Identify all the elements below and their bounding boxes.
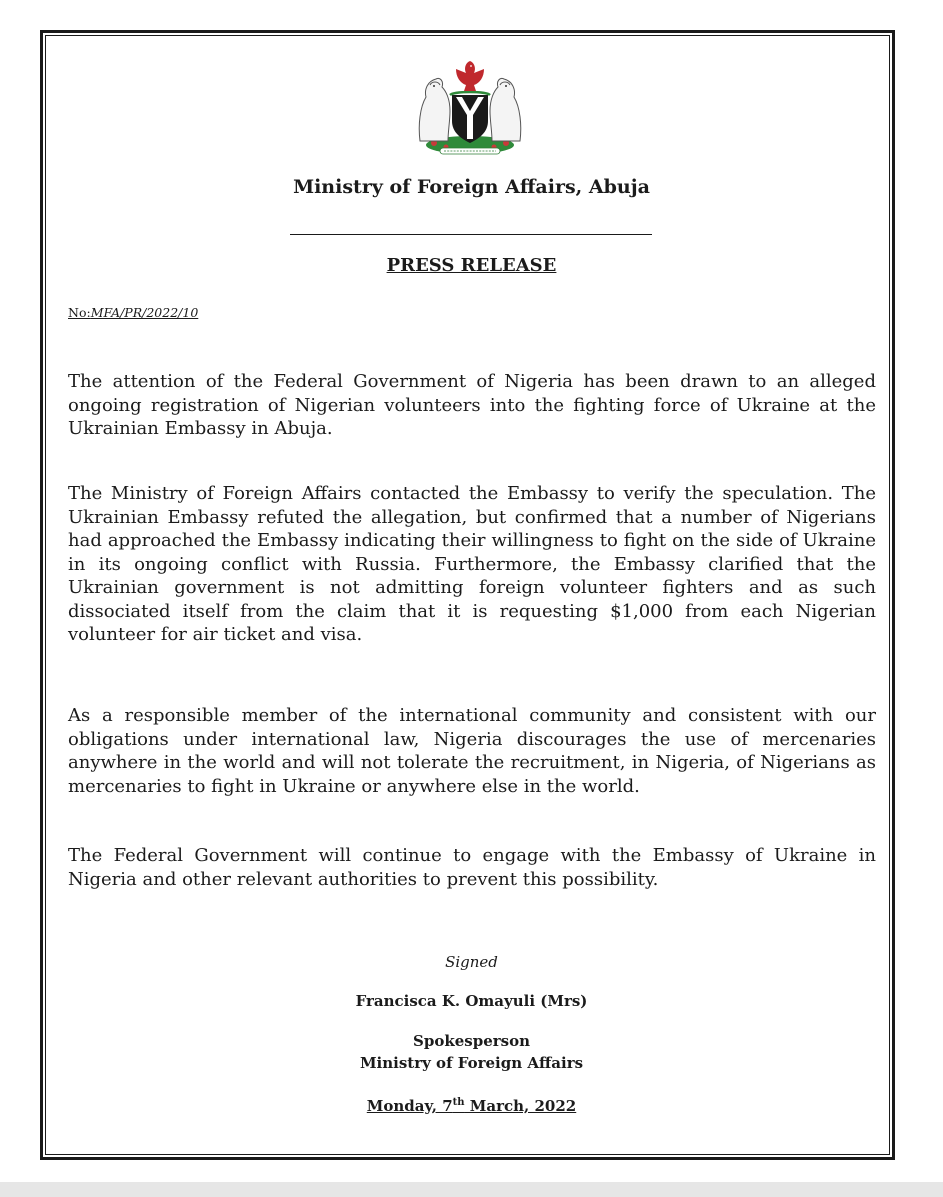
press-release-title: PRESS RELEASE [386,255,557,276]
eagle [456,61,484,91]
signer-name: Francisca K. Omayuli (Mrs) [355,992,588,1010]
release-date-prefix: Monday, 7 [366,1097,453,1115]
reference-value: MFA/PR/2022/10 [90,305,199,320]
page-bottom-strip [0,1182,943,1197]
right-horse [490,78,521,141]
coat-of-arms-icon [410,55,530,160]
body-paragraph-1: The attention of the Federal Government of Nigeria has been drawn to an alleged ongoing registration of Nigerian volunteers into the fighting force of Ukraine at the Ukrainian Embassy in Abuja. [68,371,876,439]
reference-number [68,305,198,320]
signed-label: Signed [445,953,498,971]
reference-label: No: [68,305,91,320]
ministry-heading: Ministry of Foreign Affairs, Abuja [293,176,650,198]
heading-rule [290,234,652,235]
release-date-ordinal: th [452,1097,465,1108]
body-paragraph-4: The Federal Government will continue to engage with the Embassy of Ukraine in Nigeria and other relevant authorities to prevent this possibility. [68,845,876,890]
release-date-rest: March, 2022 [464,1097,577,1115]
release-date [0,1097,943,1115]
signer-ministry: Ministry of Foreign Affairs [359,1054,584,1072]
signer-title: Spokesperson [413,1032,530,1050]
body-paragraph-2: The Ministry of Foreign Affairs contacted the Embassy to verify the speculation. The Ukrainian Embassy refuted the allegation, but confirmed that a number of Nigerians had approached the Embassy indicating their willingness to fight on the side of Ukraine in its ongoing conflict with Russia. Furthermore, the Embassy clarified that the Ukrainian government is not admitting foreign volunteer fighters and as such dissociated itself from the claim that it is requesting $1,000 from each Nigerian volunteer for air ticket and visa. [68,483,876,645]
body-paragraph-3: As a responsible member of the international community and consistent with our obligations under international law, Nigeria discourages the use of mercenaries anywhere in the world and will not tolerate the recruitment, in Nigeria, of Nigerians as mercenaries to fight in Ukraine or anywhere else in the world. [68,705,876,797]
left-horse [419,78,450,141]
